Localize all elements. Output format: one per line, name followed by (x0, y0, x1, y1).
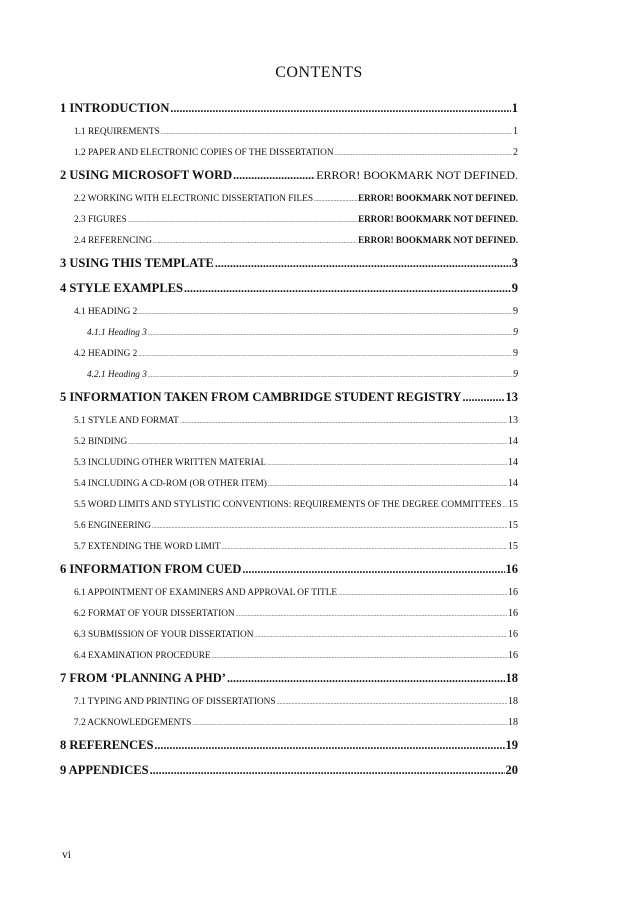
toc-entry-label: 6.4 EXAMINATION PROCEDURE (74, 651, 211, 661)
toc-entry-label: 5.5 WORD LIMITS AND STYLISTIC CONVENTIONS: REQUIREMENTS OF THE DEGREE COMMITTEES (74, 500, 502, 510)
table-of-contents (60, 96, 518, 783)
toc-leader-dots (242, 557, 504, 582)
toc-entry-page: 14 (508, 457, 518, 468)
toc-leader-dots (180, 412, 507, 433)
toc-entry-page: 18 (508, 717, 518, 728)
toc-leader-dots (138, 303, 512, 324)
toc-leader-dots (314, 190, 357, 211)
toc-entry-label: 7.1 TYPING AND PRINTING OF DISSERTATIONS (74, 697, 276, 707)
toc-entry-page: 9 (511, 281, 518, 295)
toc-entry-label: 4.2 HEADING 2 (74, 349, 138, 359)
toc-entry-label: 6.2 FORMAT OF YOUR DISSERTATION (74, 609, 235, 619)
toc-entry[interactable] (60, 582, 518, 603)
toc-entry[interactable] (60, 251, 518, 276)
toc-leader-dots (215, 251, 511, 276)
toc-entry-label: 4.2.1 Heading 3 (87, 370, 147, 380)
toc-leader-dots (128, 211, 357, 232)
toc-entry[interactable] (60, 557, 518, 582)
toc-leader-dots (161, 123, 512, 144)
toc-entry-page: ERROR! BOOKMARK NOT DEFINED. (358, 235, 518, 245)
toc-leader-dots (212, 647, 507, 668)
toc-entry-label: 2.4 REFERENCING (74, 236, 152, 246)
toc-entry-page: 15 (508, 499, 518, 510)
toc-entry-page: 16 (508, 587, 518, 598)
toc-entry[interactable] (60, 322, 518, 343)
toc-leader-dots (184, 276, 511, 301)
toc-entry[interactable] (60, 712, 518, 733)
toc-entry[interactable] (60, 276, 518, 301)
toc-leader-dots (152, 517, 507, 538)
toc-entry-page: 15 (508, 541, 518, 552)
toc-leader-dots (254, 626, 507, 647)
toc-entry[interactable] (60, 666, 518, 691)
toc-leader-dots (148, 366, 512, 387)
toc-leader-dots (227, 666, 505, 691)
toc-entry[interactable] (60, 758, 518, 783)
toc-entry[interactable] (60, 96, 518, 121)
toc-entry-page: 19 (505, 738, 518, 752)
toc-entry-page: 13 (508, 415, 518, 426)
toc-entry-page: ERROR! BOOKMARK NOT DEFINED. (316, 168, 518, 182)
toc-leader-dots (192, 714, 507, 735)
toc-leader-dots (277, 693, 507, 714)
toc-leader-dots (154, 733, 504, 758)
toc-leader-dots (150, 758, 505, 783)
toc-entry-page: 9 (513, 327, 518, 338)
toc-entry-page: 9 (513, 306, 518, 317)
toc-leader-dots (222, 538, 507, 559)
toc-entry-label: 4 STYLE EXAMPLES (60, 281, 183, 295)
toc-entry[interactable] (60, 603, 518, 624)
toc-entry[interactable] (60, 494, 518, 515)
toc-entry-page: 16 (508, 650, 518, 661)
toc-leader-dots (170, 96, 510, 121)
toc-entry-label: 5.3 INCLUDING OTHER WRITTEN MATERIAL (74, 458, 267, 468)
toc-entry[interactable] (60, 515, 518, 536)
toc-entry-label: 2.2 WORKING WITH ELECTRONIC DISSERTATION FILES (74, 194, 314, 204)
toc-entry-page: 16 (508, 629, 518, 640)
toc-entry[interactable] (60, 188, 518, 209)
toc-entry-label: 3 USING THIS TEMPLATE (60, 256, 214, 270)
toc-entry-page: 3 (511, 256, 518, 270)
toc-entry-page: 18 (505, 671, 518, 685)
toc-leader-dots (236, 605, 507, 626)
toc-entry-label: 2 USING MICROSOFT WORD (60, 168, 233, 182)
toc-entry[interactable] (60, 473, 518, 494)
toc-entry[interactable] (60, 230, 518, 251)
toc-leader-dots (335, 144, 512, 165)
toc-entry[interactable] (60, 163, 518, 188)
toc-entry-page: 14 (508, 478, 518, 489)
toc-entry-page: 1 (511, 101, 518, 115)
toc-entry-label: 5.1 STYLE AND FORMAT (74, 416, 179, 426)
toc-entry-page: 9 (513, 369, 518, 380)
toc-leader-dots (138, 345, 512, 366)
toc-leader-dots (503, 496, 507, 517)
toc-entry-label: 5.6 ENGINEERING (74, 521, 151, 531)
toc-entry-label: 7 FROM ‘PLANNING A PHD’ (60, 671, 226, 685)
toc-leader-dots (233, 163, 315, 188)
toc-entry-label: 1.1 REQUIREMENTS (74, 127, 160, 137)
toc-entry-page: 2 (513, 147, 518, 158)
toc-entry-label: 5.4 INCLUDING A CD-ROM (OR OTHER ITEM) (74, 479, 267, 489)
toc-entry-label: 5.7 EXTENDING THE WORD LIMIT (74, 542, 221, 552)
toc-leader-dots (338, 584, 507, 605)
toc-entry[interactable] (60, 645, 518, 666)
toc-entry-page: 20 (505, 763, 518, 777)
toc-entry-label: 5 INFORMATION TAKEN FROM CAMBRIDGE STUDENT REGISTRY (60, 390, 462, 404)
toc-leader-dots (267, 454, 507, 475)
toc-entry-label: 1 INTRODUCTION (60, 101, 170, 115)
toc-entry[interactable] (60, 452, 518, 473)
toc-entry-page: 1 (513, 126, 518, 137)
toc-entry[interactable] (60, 343, 518, 364)
toc-entry-page: 16 (508, 608, 518, 619)
toc-entry-label: 4.1.1 Heading 3 (87, 328, 147, 338)
toc-entry-label: 4.1 HEADING 2 (74, 307, 138, 317)
toc-entry[interactable] (60, 121, 518, 142)
toc-leader-dots (462, 385, 504, 410)
toc-entry-page: 15 (508, 520, 518, 531)
toc-entry-label: 6.3 SUBMISSION OF YOUR DISSERTATION (74, 630, 254, 640)
page-number: vi (62, 849, 71, 861)
toc-entry-label: 6 INFORMATION FROM CUED (60, 562, 242, 576)
toc-entry-page: ERROR! BOOKMARK NOT DEFINED. (358, 193, 518, 203)
toc-entry-page: 16 (505, 562, 518, 576)
toc-entry-label: 5.2 BINDING (74, 437, 128, 447)
toc-entry[interactable] (60, 301, 518, 322)
toc-leader-dots (268, 475, 507, 496)
toc-entry-label: 9 APPENDICES (60, 763, 149, 777)
toc-entry-page: ERROR! BOOKMARK NOT DEFINED. (358, 214, 518, 224)
toc-entry[interactable] (60, 733, 518, 758)
toc-leader-dots (128, 433, 507, 454)
toc-leader-dots (148, 324, 512, 345)
toc-entry-label: 7.2 ACKNOWLEDGEMENTS (74, 718, 192, 728)
toc-entry[interactable] (60, 410, 518, 431)
contents-title: CONTENTS (275, 64, 363, 81)
toc-entry[interactable] (60, 385, 518, 410)
toc-entry-label: 2.3 FIGURES (74, 215, 127, 225)
toc-entry[interactable] (60, 364, 518, 385)
toc-entry[interactable] (60, 142, 518, 163)
toc-entry[interactable] (60, 691, 518, 712)
toc-entry-page: 18 (508, 696, 518, 707)
toc-leader-dots (153, 232, 357, 253)
toc-entry[interactable] (60, 209, 518, 230)
toc-entry-page: 9 (513, 348, 518, 359)
toc-entry[interactable] (60, 431, 518, 452)
toc-entry-page: 13 (505, 390, 518, 404)
toc-entry[interactable] (60, 536, 518, 557)
toc-entry[interactable] (60, 624, 518, 645)
toc-entry-label: 6.1 APPOINTMENT OF EXAMINERS AND APPROVAL OF TITLE (74, 588, 338, 598)
toc-entry-page: 14 (508, 436, 518, 447)
toc-entry-label: 1.2 PAPER AND ELECTRONIC COPIES OF THE DISSERTATION (74, 148, 334, 158)
toc-entry-label: 8 REFERENCES (60, 738, 154, 752)
